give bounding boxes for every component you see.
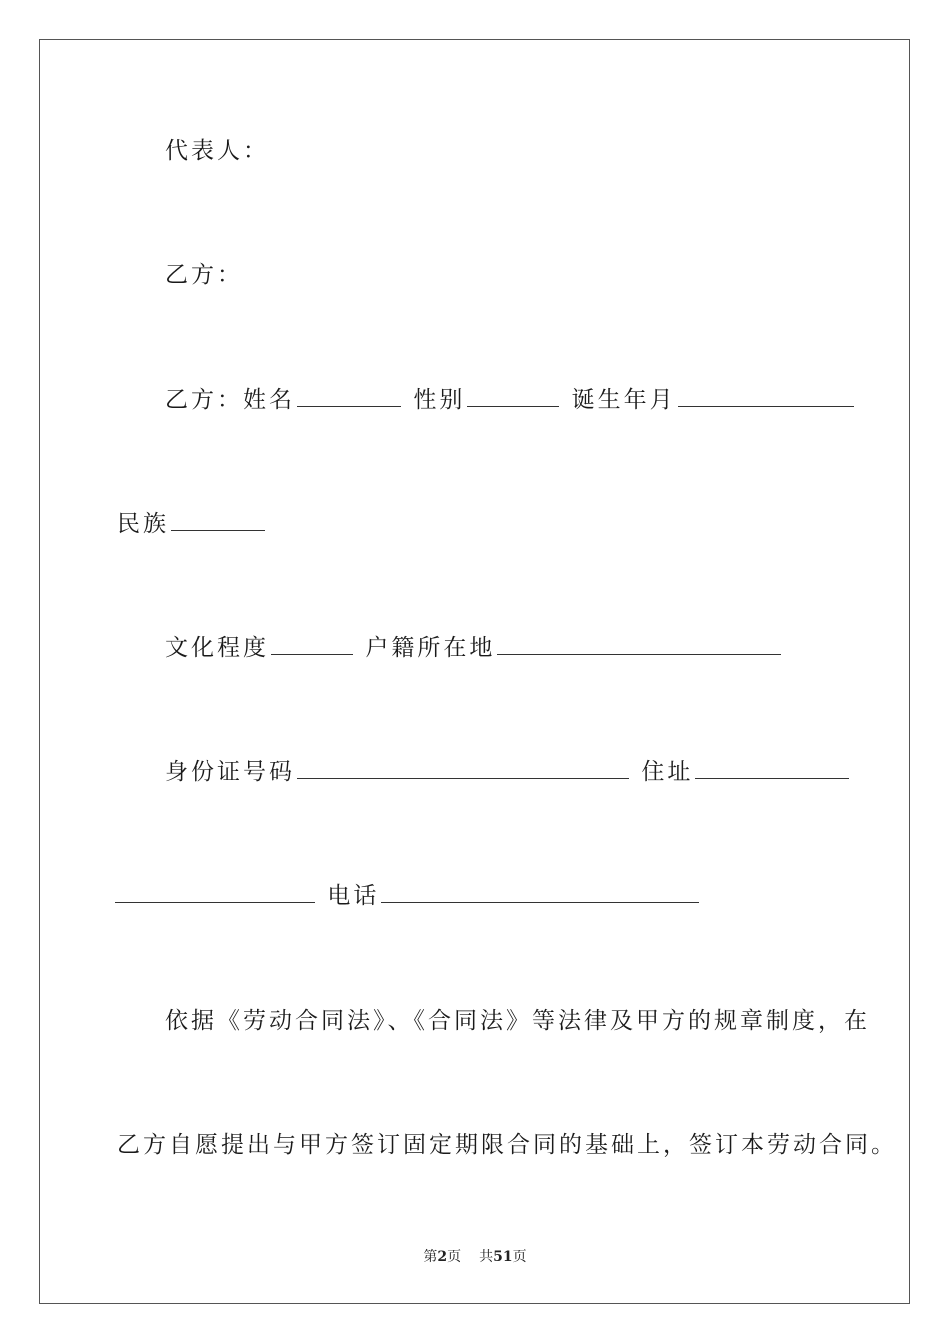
id-number-label: 身份证号码 xyxy=(165,759,295,785)
page-unit: 页 xyxy=(447,1249,462,1265)
name-blank[interactable] xyxy=(297,384,401,407)
total-pages: 51 xyxy=(493,1249,513,1265)
party-b-line xyxy=(165,260,243,290)
paragraph-line-1 xyxy=(165,1006,870,1036)
representative-line xyxy=(165,136,269,166)
ethnicity-label: 民族 xyxy=(117,511,169,537)
ethnicity-blank[interactable] xyxy=(171,508,265,531)
page-border xyxy=(39,39,910,1304)
name-label: 乙方：姓名 xyxy=(165,387,295,413)
gender-blank[interactable] xyxy=(467,384,559,407)
total-prefix: 共 xyxy=(479,1249,494,1265)
address-label: 住址 xyxy=(641,759,694,785)
education-blank[interactable] xyxy=(271,632,353,655)
page-footer xyxy=(0,1246,950,1266)
birth-label: 诞生年月 xyxy=(571,387,676,413)
phone-label: 电话 xyxy=(327,883,380,909)
total-unit: 页 xyxy=(512,1249,527,1265)
page-number: 2 xyxy=(437,1249,448,1265)
ethnicity-line xyxy=(117,508,267,539)
party-b-label: 乙方： xyxy=(165,262,243,288)
address-continued-blank[interactable] xyxy=(115,880,315,903)
paragraph-text-1: 依据《劳动合同法》、《合同法》等法律及甲方的规章制度，在 xyxy=(165,1008,870,1034)
address-blank[interactable] xyxy=(695,756,849,779)
paragraph-text-2: 乙方自愿提出与甲方签订固定期限合同的基础上，签订本劳动合同。 xyxy=(117,1132,897,1158)
household-blank[interactable] xyxy=(497,632,781,655)
page-prefix: 第 xyxy=(423,1249,438,1265)
representative-label: 代表人： xyxy=(165,138,269,164)
paragraph-line-2 xyxy=(117,1130,897,1160)
id-line xyxy=(165,756,851,787)
gender-label: 性别 xyxy=(413,387,466,413)
education-label: 文化程度 xyxy=(165,635,269,661)
party-b-info-line xyxy=(165,384,856,415)
phone-line xyxy=(115,880,701,911)
education-line xyxy=(165,632,783,663)
id-number-blank[interactable] xyxy=(297,756,629,779)
phone-blank[interactable] xyxy=(381,880,699,903)
birth-blank[interactable] xyxy=(678,384,854,407)
household-label: 户籍所在地 xyxy=(365,635,496,661)
